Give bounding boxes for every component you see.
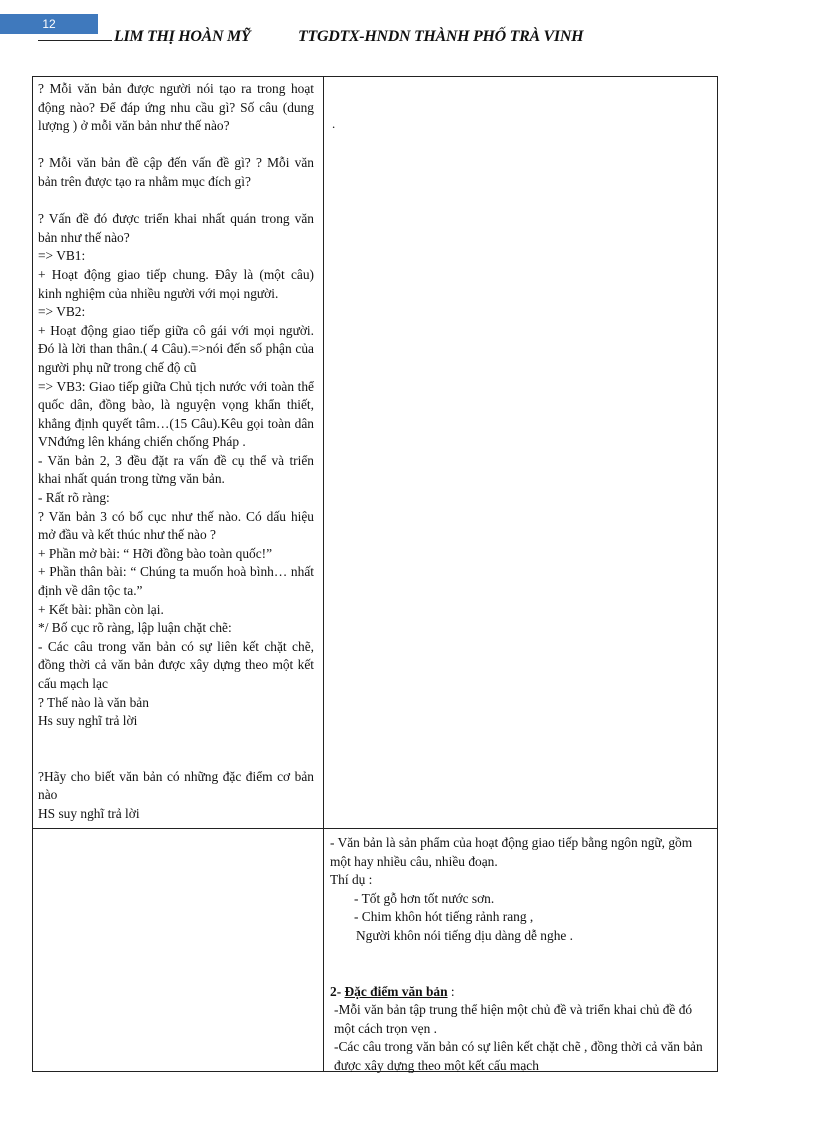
clear-note: - Rất rõ ràng: bbox=[38, 490, 110, 506]
column-divider bbox=[323, 77, 324, 1072]
row-divider bbox=[32, 828, 718, 829]
heading-number: 2- bbox=[330, 983, 345, 999]
student-answer-2: HS suy nghĩ trả lời bbox=[38, 805, 140, 821]
student-answer-1: Hs suy nghĩ trả lời bbox=[38, 713, 138, 729]
body-part: + Phần thân bài: “ Chúng ta muốn hoà bình… nhất định về dân tộc ta.” bbox=[38, 564, 314, 599]
definition: - Văn bản là sản phẩm của hoạt động giao tiếp bằng ngôn ngữ, gồm một hay nhiều câu, nhiều đoạn. bbox=[330, 835, 693, 869]
feature-1: -Mỗi văn bản tập trung thể hiện một chủ đề và triển khai chủ đề đó một cách trọn vẹn . bbox=[334, 1002, 693, 1036]
vb1-answer: + Hoạt động giao tiếp chung. Đây là (một câu) kinh nghiệm của nhiều người với mọi người. bbox=[38, 266, 314, 301]
header-author: LIM THỊ HOÀN MỸ bbox=[114, 28, 251, 45]
vb23-note: - Văn bản 2, 3 đều đặt ra vấn đề cụ thể và triển khai nhất quán trong từng văn bản. bbox=[38, 452, 314, 487]
structure-note: */ Bố cục rõ ràng, lập luận chặt chẽ: bbox=[38, 620, 232, 636]
cohesion-note: - Các câu trong văn bản có sự liên kết chặt chẽ, đồng thời cả văn bản được xây dựng theo một kết cấu mạch lạc bbox=[38, 638, 314, 691]
question-6: ?Hãy cho biết văn bản có những đặc điểm cơ bản nào bbox=[38, 768, 314, 803]
example-1: - Tốt gỗ hơn tốt nước sơn. bbox=[354, 890, 495, 906]
vb2-answer: + Hoạt động giao tiếp giữa cô gái với mọi người. Đó là lời than thân.( 4 Câu).=>nói đến số phận của người phụ nữ trong chế độ cũ bbox=[38, 322, 314, 375]
question-3: ? Vấn đề đó được triển khai nhất quán trong văn bản như thế nào? bbox=[38, 211, 314, 245]
vb3-answer: => VB3: Giao tiếp giữa Chủ tịch nước với toàn thể quốc dân, đồng bào, là nguyện vọng khẩn thiết, khẳng định quyết tâm…(15 Câu).Kêu gọi toàn dân VNđứng lên kháng chiến chống Pháp . bbox=[38, 378, 314, 450]
page-number-badge: 12 bbox=[0, 14, 98, 34]
intro-part: + Phần mở bài: “ Hỡi đồng bào toàn quốc!” bbox=[38, 545, 273, 561]
teacher-activity-column bbox=[38, 80, 314, 824]
header-rule bbox=[38, 40, 112, 41]
question-5: ? Thế nào là văn bản bbox=[38, 694, 149, 710]
question-1: ? Mỗi văn bản được người nói tạo ra trong hoạt động nào? Để đáp ứng nhu cầu gì? Số câu (dung lượng ) ở mỗi văn bản như thế nào? bbox=[38, 81, 314, 134]
vb1-label: => VB1: bbox=[38, 248, 86, 264]
right-dot: . bbox=[332, 116, 336, 131]
example-3: Người khôn nói tiếng dịu dàng dễ nghe . bbox=[356, 927, 574, 943]
example-2: - Chim khôn hót tiếng rảnh rang , bbox=[354, 909, 534, 925]
conclusion-part: + Kết bài: phần còn lại. bbox=[38, 601, 164, 617]
section-heading bbox=[330, 983, 712, 1002]
feature-2: -Các câu trong văn bản có sự liên kết chặt chẽ , đồng thời cả văn bản được xây dựng theo một kết cấu mạch bbox=[334, 1039, 703, 1073]
question-2: ? Mỗi văn bản đề cập đến vấn đề gì? ? Mỗi văn bản trên được tạo ra nhằm mục đích gì? bbox=[38, 155, 314, 189]
content-column bbox=[330, 834, 712, 1076]
page-header bbox=[38, 28, 678, 46]
question-4: ? Văn bản 3 có bố cục như thế nào. Có dấu hiệu mở đầu và kết thúc như thế nào ? bbox=[38, 508, 314, 543]
example-label: Thí dụ : bbox=[330, 872, 373, 888]
header-organization: TTGDTX-HNDN THÀNH PHỐ TRÀ VINH bbox=[298, 28, 584, 45]
vb2-label: => VB2: bbox=[38, 304, 86, 320]
heading-colon: : bbox=[447, 983, 455, 999]
heading-title: Đặc điểm văn bản bbox=[344, 983, 448, 999]
